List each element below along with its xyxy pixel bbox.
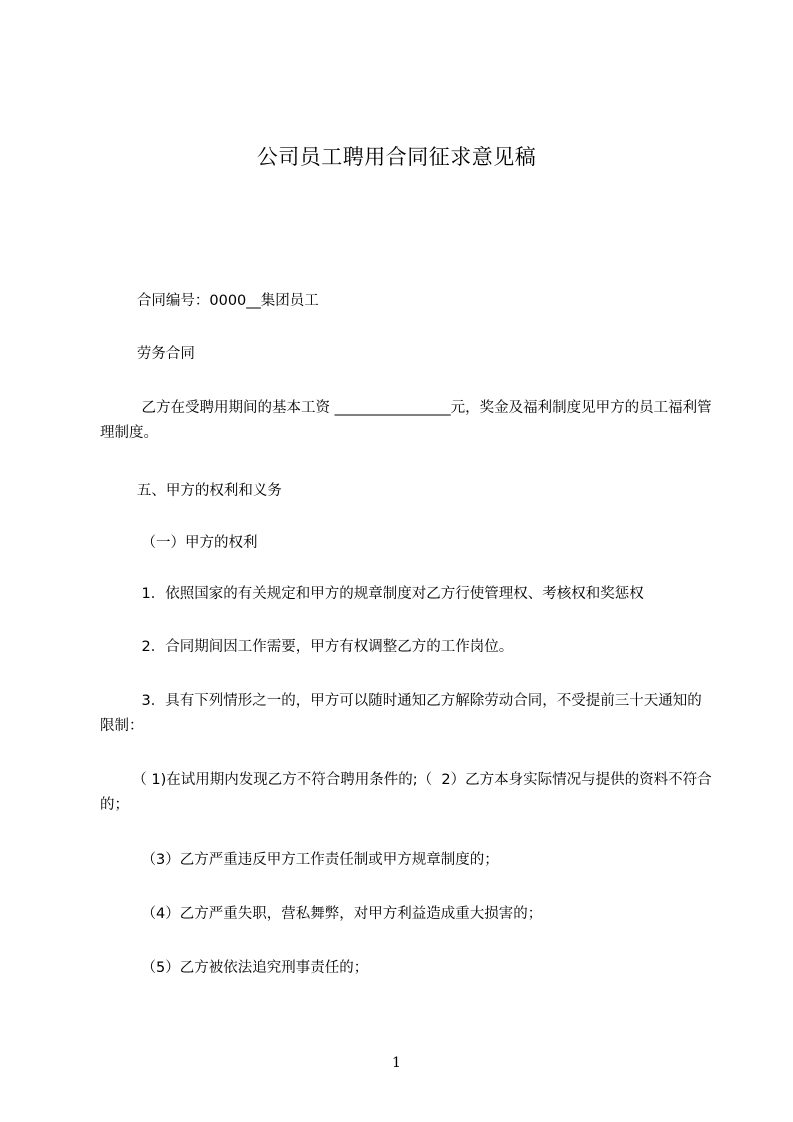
subsection-heading: （一）甲方的权利 <box>100 535 258 551</box>
clause-3: 3．具有下列情形之一的，甲方可以随时通知乙方解除劳动合同，不受提前三十天通知的限制： <box>100 693 702 734</box>
paragraph-salary: 乙方在受聘用期间的基本工资 ________________元，奖金及福利制度见甲方的员工福利管理制度。 <box>100 400 712 441</box>
clause-3-items-1-2: （ 1)在试用期内发现乙方不符合聘用条件的;（ 2）乙方本身实际情况与提供的资料不符合的； <box>100 772 712 813</box>
section-heading-party-a-rights: 五、甲方的权利和义务 <box>100 483 282 499</box>
section-heading-labor-contract: 劳务合同 <box>100 346 195 362</box>
clause-3-item-4: （4）乙方严重失职，营私舞弊，对甲方利益造成重大损害的； <box>100 906 543 922</box>
contract-number: 合同编号：0000__集团员工 <box>100 293 319 309</box>
clause-1: 1．依照国家的有关规定和甲方的规章制度对乙方行使管理权、考核权和奖惩权 <box>100 586 644 602</box>
clause-3-item-3: （3）乙方严重违反甲方工作责任制或甲方规章制度的； <box>100 852 499 868</box>
page-number: 1 <box>392 1055 401 1071</box>
document-title: 公司员工聘用合同征求意见稿 <box>256 145 537 169</box>
clause-2: 2．合同期间因工作需要，甲方有权调整乙方的工作岗位。 <box>100 639 514 655</box>
clause-3-item-5: （5）乙方被依法追究刑事责任的； <box>100 960 369 976</box>
